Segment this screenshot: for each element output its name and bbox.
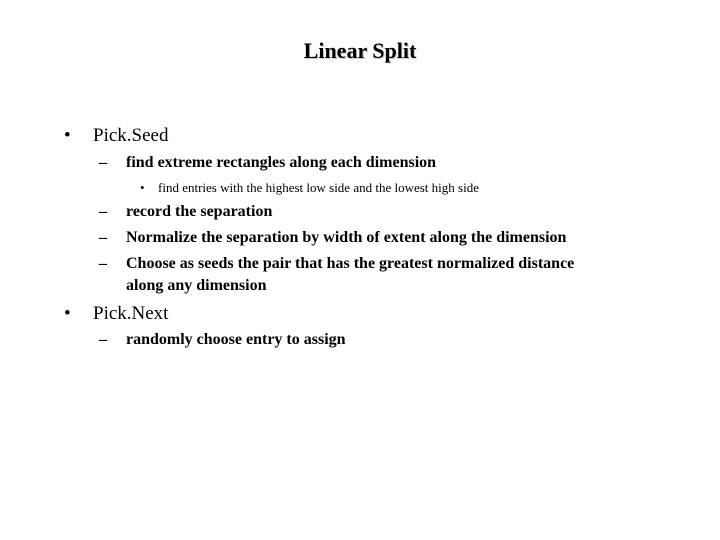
dash-marker: – bbox=[99, 203, 107, 220]
sub-item-find-extreme: find extreme rectangles along each dimension bbox=[126, 154, 437, 171]
sub-sub-item-find-entries: find entries with the highest low side and the lowest high side bbox=[158, 180, 479, 195]
dash-marker: – bbox=[99, 154, 107, 171]
sub-item-normalize: Normalize the separation by width of extent along the dimension bbox=[126, 229, 567, 246]
slide-title: Linear Split bbox=[303, 38, 417, 63]
sub-item-record-separation: record the separation bbox=[126, 203, 273, 220]
dash-marker: – bbox=[99, 255, 107, 272]
bullet-marker: • bbox=[64, 125, 71, 146]
sub-item-choose-seeds-continuation: along any dimension bbox=[126, 277, 267, 294]
sub-item-choose-seeds: Choose as seeds the pair that has the greatest normalized distance bbox=[126, 255, 575, 272]
bullet-pick-seed: Pick.Seed bbox=[93, 125, 169, 146]
dash-marker: – bbox=[99, 229, 107, 246]
dash-marker: – bbox=[99, 331, 107, 348]
sub-item-randomly-choose: randomly choose entry to assign bbox=[126, 331, 346, 348]
bullet-marker: • bbox=[64, 303, 71, 324]
bullet-pick-next: Pick.Next bbox=[93, 303, 169, 324]
small-bullet-marker: • bbox=[140, 180, 145, 195]
